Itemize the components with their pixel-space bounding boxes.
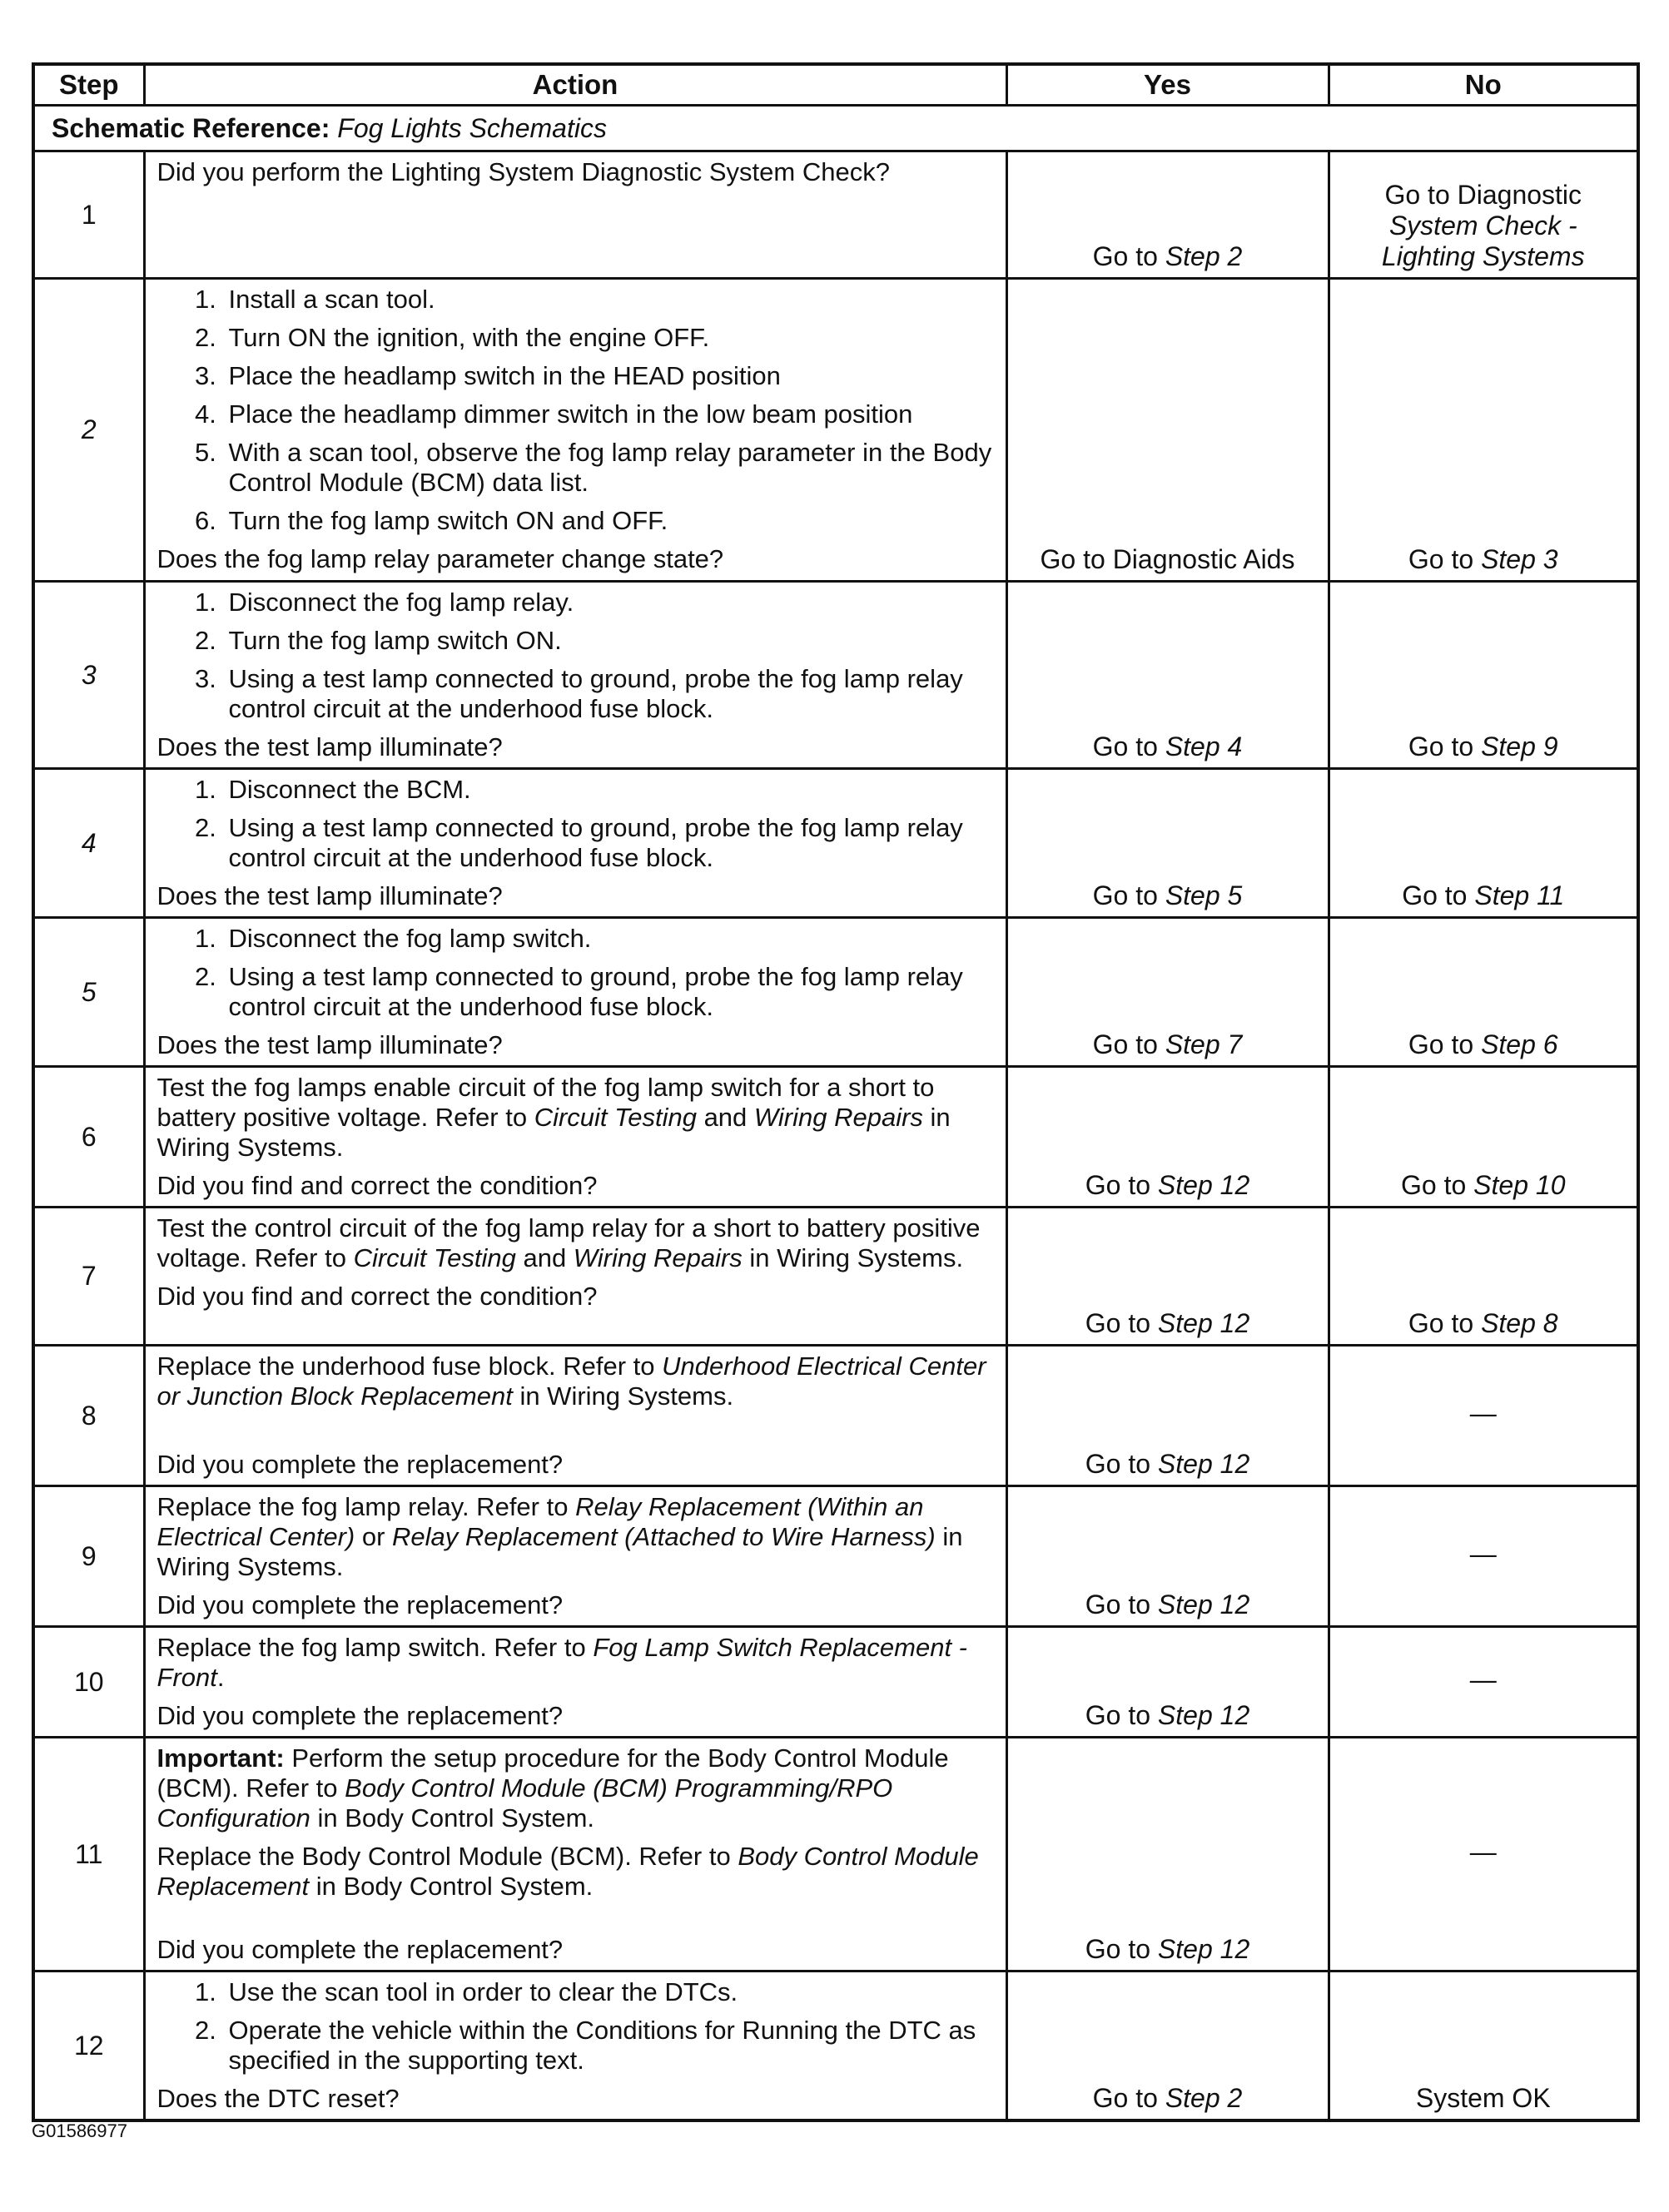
text-run: in Wiring Systems. (156, 1522, 963, 1581)
header-step: Step (33, 64, 144, 106)
action-item: 1. Disconnect the fog lamp relay. (224, 588, 997, 617)
text-run: and (515, 1243, 574, 1272)
action-list (157, 285, 997, 536)
action-text (157, 1073, 997, 1163)
step-row-8 (33, 1346, 1638, 1486)
yes-prefix: Go to (1092, 241, 1165, 271)
no-prefix: Go to (1401, 1170, 1474, 1200)
action-text (157, 1492, 997, 1582)
yes-prefix: Go to (1092, 732, 1165, 761)
text-run: or (355, 1522, 393, 1551)
header-yes: Yes (1006, 64, 1329, 106)
yes-prefix: Go to (1085, 1308, 1158, 1338)
yes-link[interactable]: Step 12 (1157, 1934, 1250, 1964)
action-cell (144, 1346, 1006, 1486)
text-run: in Wiring Systems. (512, 1381, 734, 1411)
yes-link[interactable]: Step 12 (1157, 1700, 1250, 1730)
no-cell (1329, 582, 1638, 769)
reference-link[interactable]: Circuit Testing (353, 1243, 516, 1272)
figure-id: G01586977 (32, 2120, 127, 2141)
no-link[interactable]: Step 6 (1481, 1029, 1558, 1059)
no-link[interactable]: Step 10 (1473, 1170, 1566, 1200)
header-no: No (1329, 64, 1638, 106)
text-run: in Body Control System. (309, 1872, 594, 1901)
no-prefix: Go to (1408, 1308, 1482, 1338)
no-link[interactable]: Step 9 (1481, 732, 1558, 761)
action-cell (144, 1486, 1006, 1627)
text-run: Perform the setup procedure for the Body Control Module (BCM). Refer to (156, 1743, 949, 1803)
schematic-row (33, 106, 1638, 151)
no-link[interactable]: Lighting Systems (1381, 241, 1585, 271)
question-text: Did you complete the replacement? (156, 1450, 564, 1479)
question-text: Did you complete the replacement? (156, 1701, 564, 1730)
yes-cell (1006, 1738, 1329, 1971)
question-text: Did you find and correct the condition? (156, 1282, 598, 1311)
action-item: 2. Turn ON the ignition, with the engine OFF. (224, 323, 997, 353)
no-prefix: Go to (1408, 1029, 1482, 1059)
reference-link[interactable]: Relay Replacement (Attached to Wire Harness) (392, 1522, 936, 1551)
step-row-12 (33, 1971, 1638, 2121)
question-text: Did you complete the replacement? (156, 1935, 564, 1964)
step-row-4 (33, 769, 1638, 918)
step-row-2 (33, 279, 1638, 582)
action-item: 5. With a scan tool, observe the fog lamp relay parameter in the Body Control Module (BCM) data list. (224, 438, 997, 498)
action-item: 2. Using a test lamp connected to ground, probe the fog lamp relay control circuit at the underhood fuse block. (224, 813, 997, 873)
no-cell (1329, 1738, 1638, 1971)
action-item: 6. Turn the fog lamp switch ON and OFF. (224, 506, 997, 536)
text-run: Replace the underhood fuse block. Refer to (156, 1352, 663, 1381)
text-run: and (696, 1103, 754, 1132)
question-text: Does the DTC reset? (156, 2084, 400, 2113)
action-cell (144, 1067, 1006, 1208)
yes-prefix: Go to (1092, 2083, 1165, 2113)
action-cell (144, 1208, 1006, 1346)
reference-link[interactable]: Wiring Repairs (753, 1103, 923, 1132)
yes-cell (1006, 1208, 1329, 1346)
text-run: in Body Control System. (310, 1803, 595, 1833)
action-item: 2. Turn the fog lamp switch ON. (224, 626, 997, 656)
yes-link[interactable]: Step 12 (1157, 1590, 1250, 1619)
yes-cell (1006, 1486, 1329, 1627)
step-row-7 (33, 1208, 1638, 1346)
reference-link[interactable]: Wiring Repairs (573, 1243, 743, 1272)
step-number: 7 (33, 1208, 144, 1346)
yes-link[interactable]: Step 4 (1165, 732, 1243, 761)
step-row-5 (33, 918, 1638, 1067)
text-run: Test the control circuit of the fog lamp relay for a short to battery positive voltage. Refer to (156, 1213, 981, 1272)
no-cell (1329, 1486, 1638, 1627)
text-run: Replace the fog lamp switch. Refer to (156, 1633, 594, 1662)
yes-link[interactable]: Step 12 (1157, 1170, 1250, 1200)
yes-link[interactable]: Step 12 (1157, 1449, 1250, 1479)
text-run: . (216, 1663, 225, 1692)
yes-link[interactable]: Step 2 (1165, 2083, 1243, 2113)
important-label: Important: (156, 1743, 285, 1773)
no-cell (1329, 1971, 1638, 2121)
action-item: 2. Using a test lamp connected to ground, probe the fog lamp relay control circuit at the underhood fuse block. (224, 962, 997, 1022)
step-row-10 (33, 1627, 1638, 1738)
header-row (33, 64, 1638, 106)
question-text: Does the test lamp illuminate? (156, 881, 503, 910)
no-dash: — (1469, 1664, 1497, 1694)
step-number: 5 (33, 918, 144, 1067)
no-cell (1329, 1346, 1638, 1486)
schematic-link[interactable]: Fog Lights Schematics (337, 112, 607, 143)
reference-link[interactable]: Circuit Testing (534, 1103, 697, 1132)
step-number: 6 (33, 1067, 144, 1208)
action-item: 1. Disconnect the BCM. (224, 775, 997, 805)
step-row-6 (33, 1067, 1638, 1208)
action-item: 1. Disconnect the fog lamp switch. (224, 924, 997, 954)
no-link[interactable]: Step 3 (1481, 544, 1558, 574)
yes-cell (1006, 1627, 1329, 1738)
yes-prefix: Go to (1092, 1029, 1165, 1059)
text-run: Replace the fog lamp relay. Refer to (156, 1492, 576, 1521)
action-cell (144, 279, 1006, 582)
step-number: 2 (33, 279, 144, 582)
action-item: 3. Using a test lamp connected to ground, probe the fog lamp relay control circuit at the underhood fuse block. (224, 664, 997, 724)
no-dash: — (1469, 1397, 1497, 1428)
schematic-label: Schematic Reference: (52, 112, 330, 143)
action-text (157, 1352, 997, 1411)
yes-cell (1006, 769, 1329, 918)
step-row-9 (33, 1486, 1638, 1627)
text-run: Test the fog lamps enable circuit of the fog lamp switch for a short to battery positive voltage. Refer to (156, 1073, 935, 1132)
step-row-11 (33, 1738, 1638, 1971)
yes-cell (1006, 918, 1329, 1067)
yes-cell (1006, 279, 1329, 582)
yes-prefix: Go to (1085, 1700, 1158, 1730)
action-text (157, 1213, 997, 1273)
step-number: 9 (33, 1486, 144, 1627)
yes-link[interactable]: Go to Diagnostic Aids (1040, 544, 1295, 574)
text-run: in Wiring Systems. (742, 1243, 964, 1272)
step-row-3 (33, 582, 1638, 769)
action-item: 2. Operate the vehicle within the Conditions for Running the DTC as specified in the supporting text. (224, 2016, 997, 2076)
no-cell (1329, 279, 1638, 582)
action-cell (144, 1627, 1006, 1738)
yes-prefix: Go to (1085, 1590, 1158, 1619)
no-link[interactable]: Step 8 (1481, 1308, 1558, 1338)
yes-cell (1006, 1971, 1329, 2121)
question-text: Does the fog lamp relay parameter change state? (156, 544, 724, 573)
action-cell (144, 1971, 1006, 2121)
yes-link[interactable]: Step 7 (1165, 1029, 1243, 1059)
action-list (157, 588, 997, 724)
action-item: 3. Place the headlamp switch in the HEAD position (224, 361, 997, 391)
step-number: 1 (33, 151, 144, 279)
no-prefix: Go to (1408, 732, 1482, 761)
action-text (157, 1633, 997, 1693)
action-cell (144, 769, 1006, 918)
important-note (157, 1743, 997, 1833)
no-link[interactable]: System Check - (1388, 211, 1577, 241)
action-list (157, 775, 997, 873)
yes-prefix: Go to (1092, 880, 1165, 910)
schematic-reference (33, 106, 1638, 151)
no-prefix: Go to (1408, 544, 1482, 574)
action-cell (144, 918, 1006, 1067)
yes-cell (1006, 582, 1329, 769)
yes-prefix: Go to (1085, 1934, 1158, 1964)
no-dash: — (1469, 1836, 1497, 1867)
no-cell (1329, 769, 1638, 918)
no-cell (1329, 918, 1638, 1067)
question-text: Did you perform the Lighting System Diagnostic System Check? (156, 157, 890, 186)
action-list (157, 1977, 997, 2076)
no-dash: — (1469, 1538, 1497, 1569)
action-cell (144, 582, 1006, 769)
no-result: System OK (1415, 2083, 1551, 2113)
yes-prefix: Go to (1085, 1449, 1158, 1479)
action-list (157, 924, 997, 1022)
action-cell (144, 151, 1006, 279)
step-number: 12 (33, 1971, 144, 2121)
no-cell (1329, 1067, 1638, 1208)
reference-link[interactable]: Body Control Module Replacement (156, 1842, 979, 1901)
reference-link[interactable]: Body Control Module (BCM) Programming/RPO Configuration (156, 1773, 893, 1833)
question-text: Did you complete the replacement? (156, 1590, 564, 1619)
text-run: in Wiring Systems. (156, 1103, 951, 1162)
no-cell (1329, 1627, 1638, 1738)
no-line: Go to Diagnostic (1384, 180, 1582, 210)
no-cell (1329, 1208, 1638, 1346)
action-cell (144, 1738, 1006, 1971)
step-number: 4 (33, 769, 144, 918)
question-text: Does the test lamp illuminate? (156, 1030, 503, 1059)
reference-link[interactable]: Fog Lamp Switch Replacement - Front (156, 1633, 968, 1692)
text-run: Replace the Body Control Module (BCM). Refer to (156, 1842, 738, 1871)
step-number: 3 (33, 582, 144, 769)
reference-link[interactable]: Underhood Electrical Center or Junction Block Replacement (156, 1352, 986, 1411)
yes-link[interactable]: Step 5 (1165, 880, 1243, 910)
yes-prefix: Go to (1085, 1170, 1158, 1200)
no-cell (1329, 151, 1638, 279)
yes-cell (1006, 1067, 1329, 1208)
step-number: 10 (33, 1627, 144, 1738)
action-item: 4. Place the headlamp dimmer switch in the low beam position (224, 399, 997, 429)
no-link[interactable]: Step 11 (1474, 880, 1565, 910)
yes-link[interactable]: Step 2 (1165, 241, 1243, 271)
action-text (157, 1842, 997, 1902)
action-item: 1. Install a scan tool. (224, 285, 997, 315)
question-text: Does the test lamp illuminate? (156, 732, 503, 761)
yes-link[interactable]: Step 12 (1157, 1308, 1250, 1338)
diagnostic-table (32, 62, 1640, 2122)
step-row-1 (33, 151, 1638, 279)
reference-link[interactable]: Relay Replacement (Within an Electrical Center) (156, 1492, 924, 1551)
header-action: Action (144, 64, 1006, 106)
no-prefix: Go to (1402, 880, 1475, 910)
action-item: 1. Use the scan tool in order to clear the DTCs. (224, 1977, 997, 2007)
yes-cell (1006, 1346, 1329, 1486)
step-number: 8 (33, 1346, 144, 1486)
yes-cell (1006, 151, 1329, 279)
question-text: Did you find and correct the condition? (156, 1171, 598, 1200)
step-number: 11 (33, 1738, 144, 1971)
